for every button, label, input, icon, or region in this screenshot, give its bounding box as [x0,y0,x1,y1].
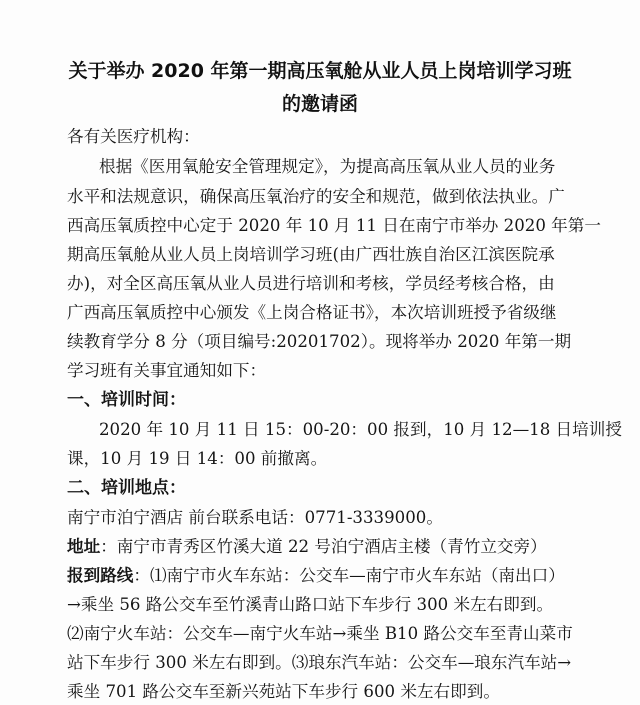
time-line: 课，10 月 19 日 14：00 前撤离。 [67,449,328,468]
time-line: 2020 年 10 月 11 日 15：00-20：00 报到，10 月 12—18 日培训授 [99,420,622,439]
intro-line: 学习班有关事宜通知如下： [67,361,267,380]
intro-line: 办)，对全区高压氧从业人员进行培训和考核，学员经考核合格，由 [67,274,555,293]
section-heading-time: 一、培训时间： [67,390,186,410]
intro-line: 水平和法规意识，确保高压氧治疗的安全和规范，做到依法执业。广 [67,187,565,206]
route-text: ：⑴南宁市火车东站：公交车—南宁市火车东站（南出口） [133,566,565,585]
route-line: ⑵南宁火车站：公交车—南宁火车站→乘坐 B10 路公交车至青山菜市 [67,624,573,643]
section-heading-location: 二、培训地点： [67,478,186,498]
address-label: 地址 [67,537,101,556]
route-line: 站下车步行 300 米左右即到。⑶琅东汽车站：公交车—琅东汽车站→ [67,653,572,672]
intro-line: 广西高压氧质控中心颁发《上岗合格证书》，本次培训班授予省级继 [67,303,557,322]
salutation: 各有关医疗机构： [67,127,200,146]
intro-line: 续教育学分 8 分（项目编号:20201702）。现将举办 2020 年第一期 [67,332,572,351]
intro-line: 西高压氧质控中心定于 2020 年 10 月 11 日在南宁市举办 2020 年第一 [67,216,601,235]
route-label: 报到路线 [67,566,134,585]
intro-line: 期高压氧舱从业人员上岗培训学习班(由广西壮族自治区江滨医院承 [67,245,555,264]
address-text: ：南宁市青秀区竹溪大道 22 号泊宁酒店主楼（青竹立交旁） [100,537,547,556]
route-line: 乘坐 701 路公交车至新兴苑站下车步行 600 米左右即到。 [67,682,500,701]
document-title-line2: 的邀请函 [281,93,358,115]
venue-line: 南宁市泊宁酒店 前台联系电话：0771-3339000。 [67,508,443,527]
document-title-line1: 关于举办 2020 年第一期高压氧舱从业人员上岗培训学习班 [68,60,572,82]
route-line [67,564,567,588]
route-line: →乘坐 56 路公交车至竹溪青山路口站下车步行 300 米左右即到。 [67,595,554,614]
address-line [67,535,567,559]
intro-line: 根据《医用氧舱安全管理规定》，为提高高压氧从业人员的业务 [99,157,556,176]
